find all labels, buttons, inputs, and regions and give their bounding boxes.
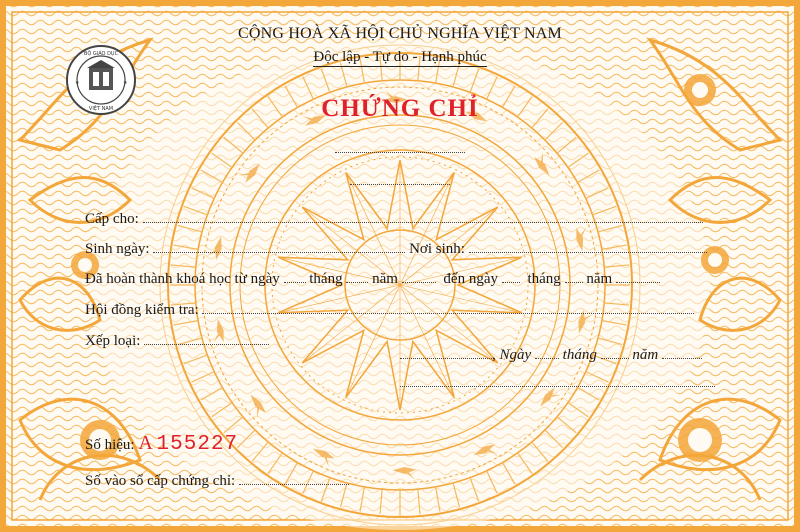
to-day-blank[interactable] bbox=[502, 270, 520, 283]
serial-number: 155227 bbox=[156, 433, 239, 456]
certificate-title: CHỨNG CHỈ bbox=[321, 95, 479, 122]
svg-text:BỘ GIÁO DỤC: BỘ GIÁO DỤC bbox=[83, 51, 119, 57]
to-year-blank[interactable] bbox=[616, 270, 660, 283]
sign-year-label: năm bbox=[632, 347, 659, 363]
serial-row bbox=[85, 432, 238, 456]
from-year-label: năm bbox=[372, 271, 398, 287]
svg-text:VIỆT NAM: VIỆT NAM bbox=[88, 106, 114, 112]
council-label: Hội đồng kiểm tra: bbox=[85, 302, 199, 318]
from-month-label: tháng bbox=[309, 271, 343, 287]
sign-date-row bbox=[400, 346, 702, 364]
pob-label: Nơi sinh: bbox=[409, 241, 465, 257]
issued-to-blank[interactable] bbox=[143, 210, 703, 223]
grade-row bbox=[85, 332, 269, 350]
dob-label: Sinh ngày: bbox=[85, 241, 150, 257]
sign-month-label: tháng bbox=[562, 347, 597, 363]
to-year-label: năm bbox=[586, 271, 613, 287]
register-row bbox=[85, 472, 349, 490]
dob-row bbox=[85, 240, 707, 258]
course-row bbox=[85, 270, 660, 288]
issued-to-label: Cấp cho: bbox=[85, 211, 139, 227]
from-year-blank[interactable] bbox=[402, 270, 436, 283]
to-month-label: tháng bbox=[527, 271, 561, 287]
date-day-label: , Ngày bbox=[492, 347, 532, 363]
pob-blank[interactable] bbox=[469, 240, 707, 253]
serial-prefix: A bbox=[138, 432, 153, 454]
motto: Độc lập - Tự do - Hạnh phúc bbox=[313, 49, 487, 65]
svg-text:★: ★ bbox=[123, 80, 128, 86]
dob-blank[interactable] bbox=[153, 240, 405, 253]
register-blank[interactable] bbox=[239, 472, 349, 485]
title-blank-2 bbox=[350, 172, 450, 190]
sign-year-blank[interactable] bbox=[662, 346, 702, 359]
from-day-blank[interactable] bbox=[284, 270, 306, 283]
to-month-blank[interactable] bbox=[565, 270, 583, 283]
sign-day-blank[interactable] bbox=[535, 346, 559, 359]
to-day-label: đến ngày bbox=[443, 271, 498, 287]
signature-blank[interactable] bbox=[400, 374, 715, 387]
title-blank-1 bbox=[335, 140, 465, 158]
place-blank[interactable] bbox=[400, 346, 492, 359]
from-month-blank[interactable] bbox=[346, 270, 368, 283]
council-row bbox=[85, 301, 694, 319]
register-label: Số vào sổ cấp chứng chỉ: bbox=[85, 473, 236, 489]
council-blank[interactable] bbox=[202, 301, 694, 314]
course-label: Đã hoàn thành khoá học từ ngày bbox=[85, 271, 280, 287]
nation-header: CỘNG HOÀ XÃ HỘI CHỦ NGHĨA VIỆT NAM bbox=[238, 25, 562, 42]
sign-month-blank[interactable] bbox=[601, 346, 629, 359]
grade-label: Xếp loại: bbox=[85, 333, 141, 349]
grade-blank[interactable] bbox=[144, 332, 269, 345]
issued-to-row bbox=[85, 210, 703, 228]
signature-line bbox=[400, 374, 715, 392]
svg-text:★: ★ bbox=[75, 80, 80, 86]
motto-line bbox=[0, 49, 800, 66]
serial-label: Số hiệu: bbox=[85, 437, 135, 453]
